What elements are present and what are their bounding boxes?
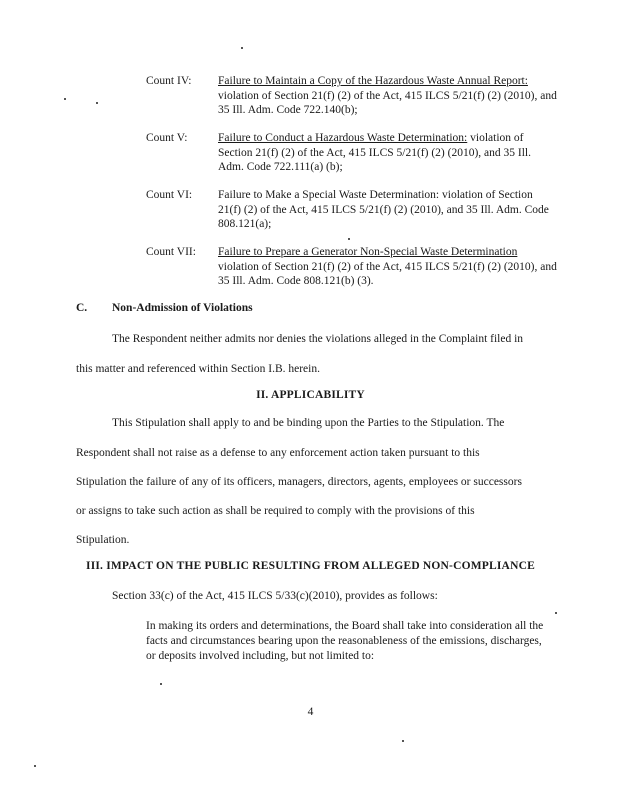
section-c-heading: Non-Admission of Violations [112,302,253,314]
count-iv-label: Count IV: [146,75,192,87]
scan-speck [402,740,404,742]
count-v-text [218,131,558,175]
section-iii-heading: III. IMPACT ON THE PUBLIC RESULTING FROM ALLEGED NON-COMPLIANCE [86,560,535,572]
scan-speck [96,102,98,104]
count-vi-rest: Failure to Make a Special Waste Determination: violation of Section 21(f) (2) of the Act, 415 ILCS 5/21(f) (2) (2010), and 35 Ill. Adm. Code 808.121(a); [218,189,549,230]
count-v-rest: violation of Section 21(f) (2) of the Act, 415 ILCS 5/21(f) (2) (2010), and 35 Ill. Adm. Code 722.111(a) (b); [218,132,531,173]
count-v-title: Failure to Conduct a Hazardous Waste Determination: [218,132,468,144]
count-iv-text [218,74,558,118]
scan-speck [64,98,66,100]
section-iii-quote: In making its orders and determinations, the Board shall take into consideration all the facts and circumstances bearing upon the reasonableness of the emissions, discharges, or deposits involved including, but not limited to: [146,620,544,662]
section-c-letter: C. [76,302,88,314]
scan-speck [160,683,162,685]
count-vii-label: Count VII: [146,246,196,258]
count-vii-rest: violation of Section 21(f) (2) of the Act, 415 ILCS 5/21(f) (2) (2010), and 35 Ill. Adm. Code 808.121(b) (3). [218,260,557,287]
section-ii-heading: II. APPLICABILITY [256,389,365,401]
scan-speck [34,765,36,767]
count-vi-label: Count VI: [146,189,193,201]
scan-speck [241,47,243,49]
page-number: 4 [307,706,314,718]
count-v-label: Count V: [146,132,188,144]
scan-speck [555,612,557,614]
section-c-line-2: this matter and referenced within Section I.B. herein. [76,363,320,375]
count-vi-text [218,188,558,232]
count-vii-title: Failure to Prepare a Generator Non-Special Waste Determination [218,246,518,258]
section-ii-line-2: Respondent shall not raise as a defense to any enforcement action taken pursuant to this [76,447,480,459]
count-vii-text [218,245,558,289]
scan-speck [348,238,350,240]
section-ii-line-3: Stipulation the failure of any of its officers, managers, directors, agents, employees or successors [76,476,522,488]
section-ii-line-1: This Stipulation shall apply to and be binding upon the Parties to the Stipulation. The [112,417,505,429]
section-iii-intro: Section 33(c) of the Act, 415 ILCS 5/33(c)(2010), provides as follows: [112,590,438,602]
count-iv-rest: violation of Section 21(f) (2) of the Act, 415 ILCS 5/21(f) (2) (2010), and 35 Ill. Adm. Code 722.140(b); [218,89,557,116]
section-c-line-1: The Respondent neither admits nor denies the violations alleged in the Complaint filed in [112,333,524,345]
count-iv-title: Failure to Maintain a Copy of the Hazardous Waste Annual Report: [218,75,528,87]
section-ii-line-4: or assigns to take such action as shall be required to comply with the provisions of this [76,505,475,517]
section-ii-line-5: Stipulation. [76,534,130,546]
